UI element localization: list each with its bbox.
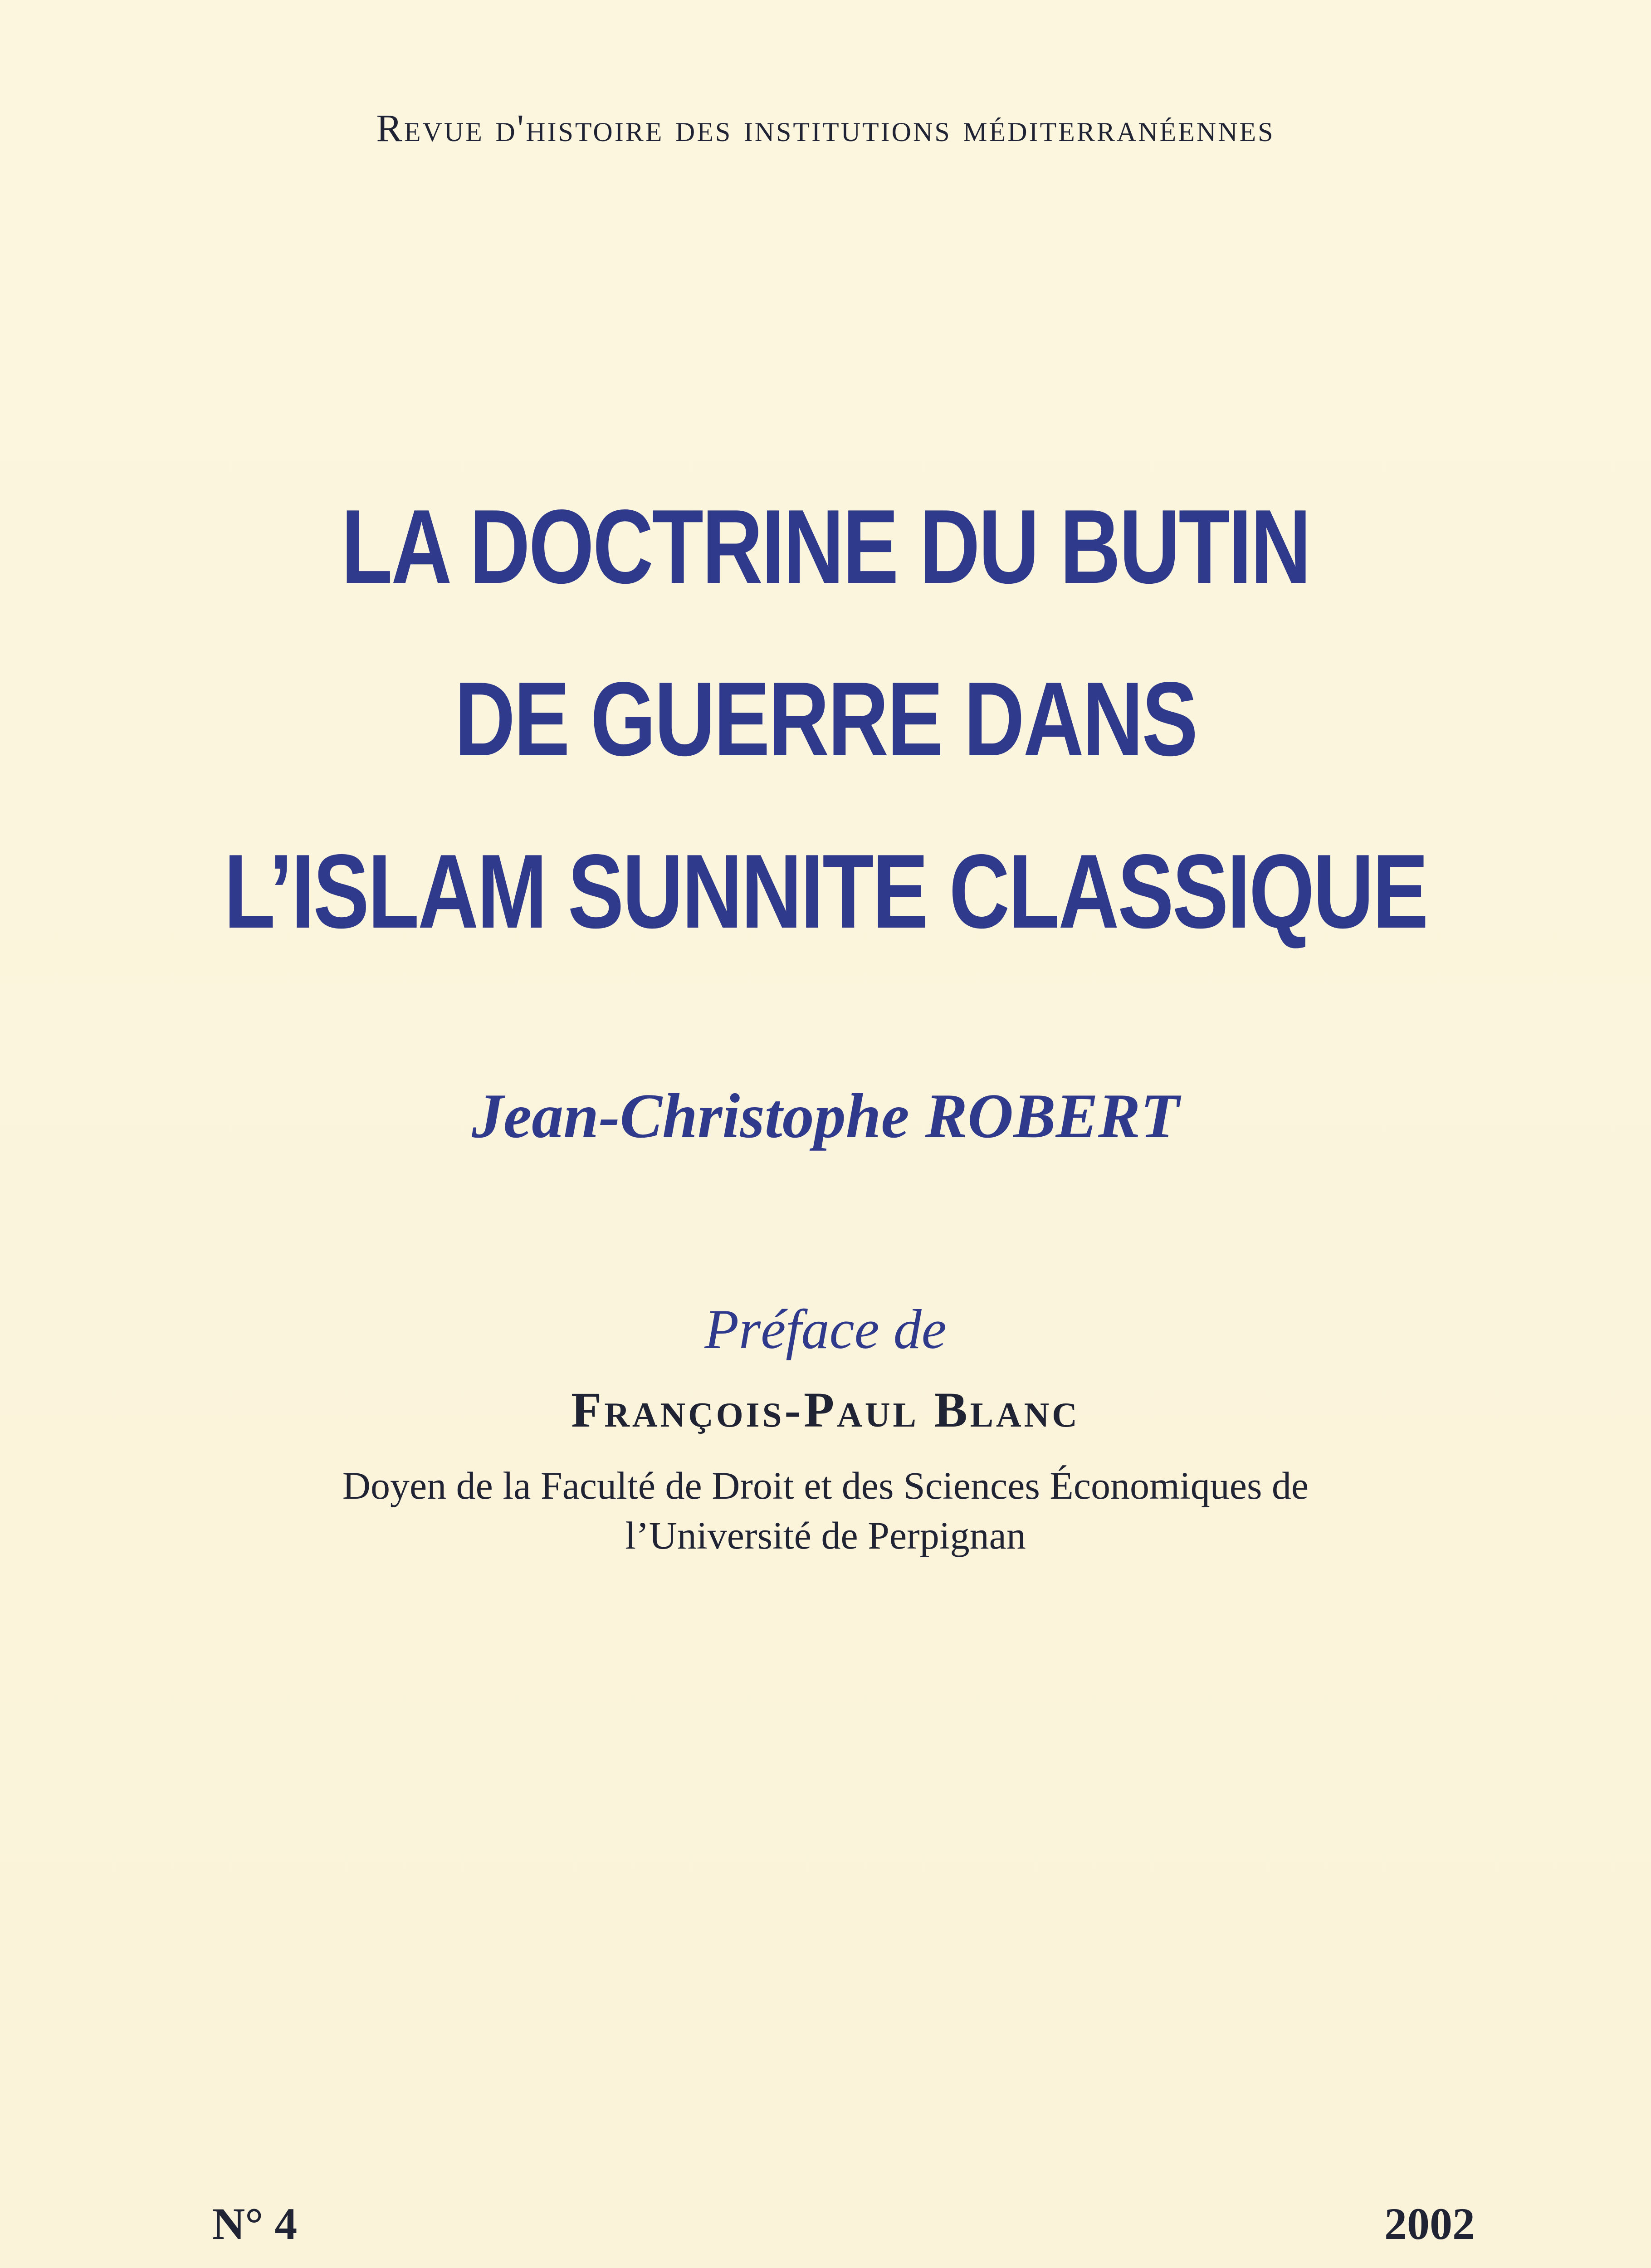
author-name: Jean-Christophe ROBERT — [472, 1081, 1179, 1151]
publication-year: 2002 — [1384, 2199, 1475, 2249]
book-title-line-2: DE GUERRE DANS — [454, 660, 1197, 778]
issue-number: N° 4 — [212, 2199, 298, 2249]
book-title-line-1: LA DOCTRINE DU BUTIN — [341, 488, 1310, 606]
preface-label: Préface de — [704, 1298, 947, 1360]
book-title-line-3: L’ISLAM SUNNITE CLASSIQUE — [224, 833, 1427, 950]
preface-role-line-2: l’Université de Perpignan — [625, 1514, 1026, 1557]
series-title: Revue d'histoire des institutions méditerranéennes — [376, 106, 1275, 150]
preface-role-line-1: Doyen de la Faculté de Droit et des Sciences Économiques de — [342, 1464, 1309, 1507]
preface-author: François-Paul Blanc — [571, 1382, 1080, 1437]
